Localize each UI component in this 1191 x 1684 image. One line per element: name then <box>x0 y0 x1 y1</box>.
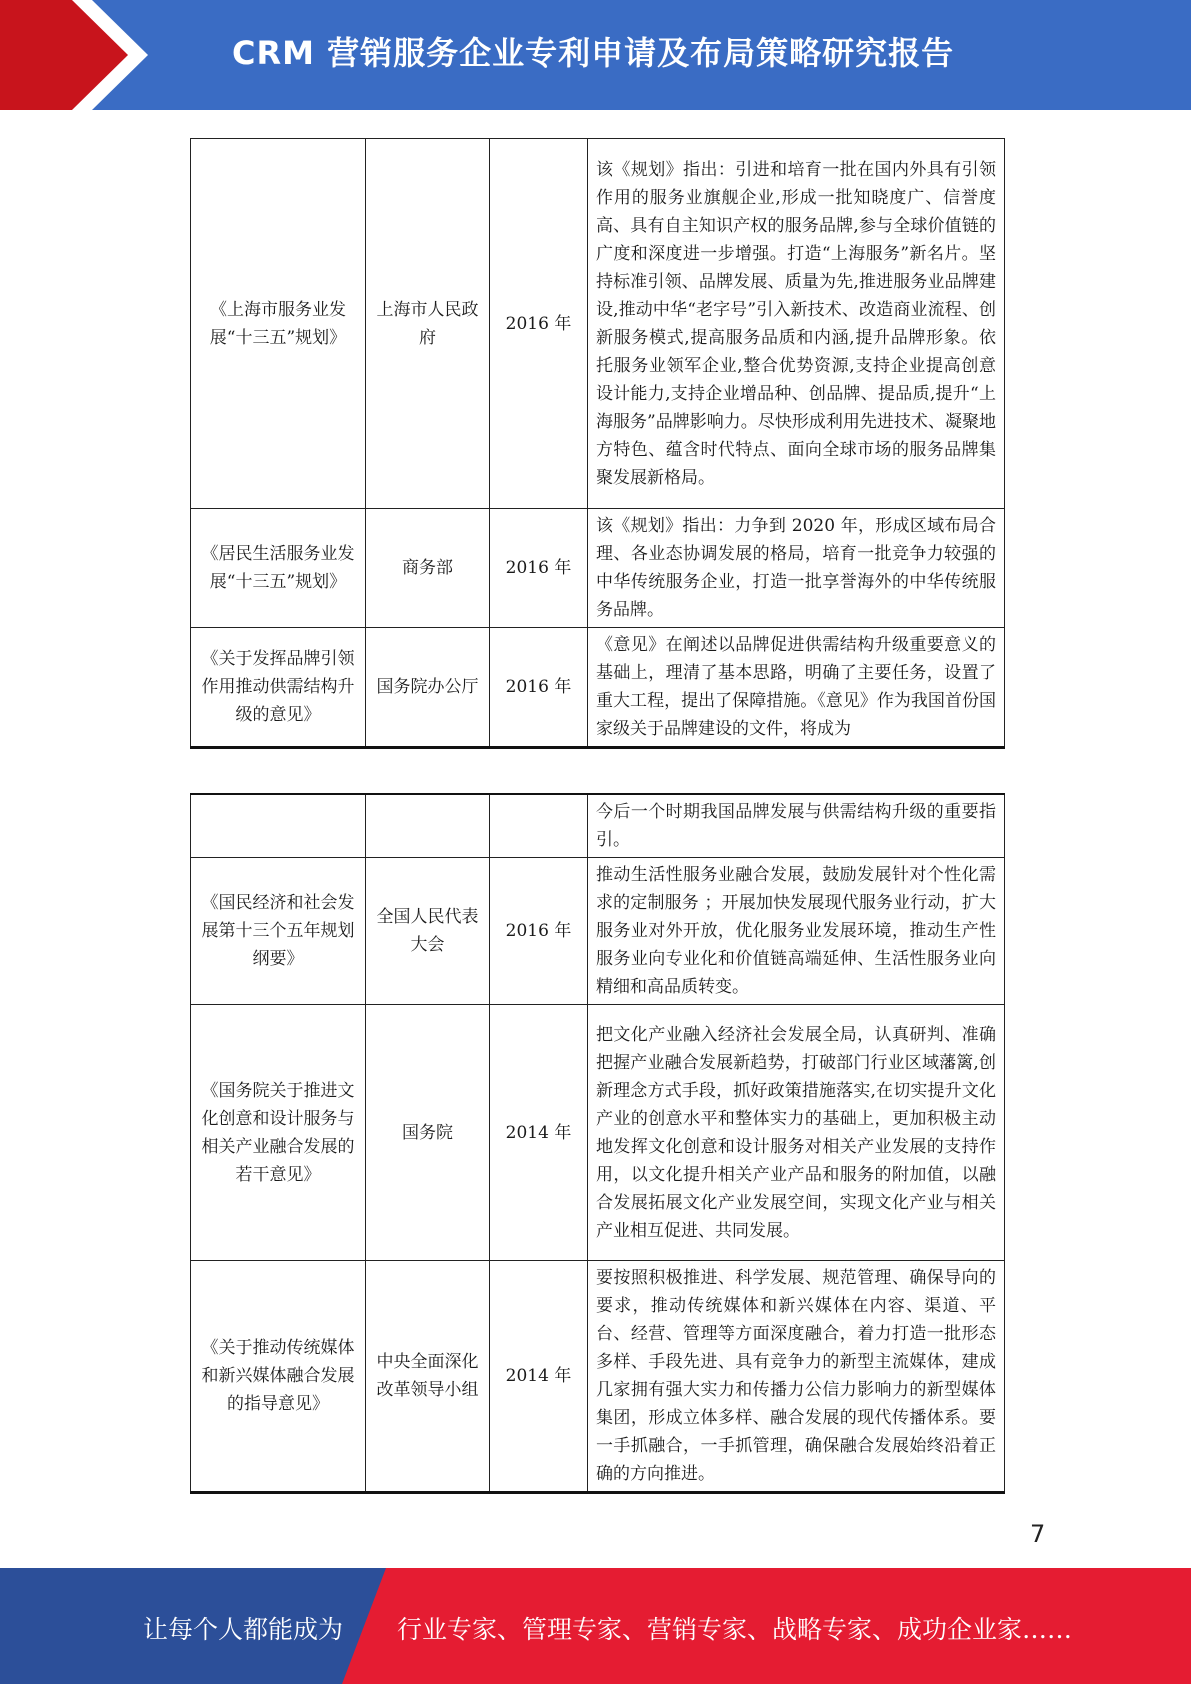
issuer-cell: 中央全面深化改革领导小组 <box>366 1261 490 1493</box>
policy-table-part1 <box>190 138 1005 749</box>
table-row <box>191 628 1005 748</box>
content-cell: 该《规划》指出：引进和培育一批在国内外具有引领作用的服务业旗舰企业,形成一批知晓度广、信誉度高、具有自主知识产权的服务品牌,参与全球价值链的广度和深度进一步增强。打造“上海服务”新名片。坚持标准引领、品牌发展、质量为先,推进服务业品牌建设,推动中华“老字号”引入新技术、改造商业流程、创新服务模式,提高服务品质和内涵,提升品牌形象。依托服务业领军企业,整合优势资源,支持企业提高创意设计能力,支持企业增品种、创品牌、提品质,提升“上海服务”品牌影响力。尽快形成利用先进技术、凝聚地方特色、蕴含时代特点、面向全球市场的服务品牌集聚发展新格局。 <box>588 139 1005 509</box>
table-row <box>191 1005 1005 1261</box>
policy-name-cell: 《上海市服务业发展“十三五”规划》 <box>191 139 366 509</box>
table-row <box>191 509 1005 628</box>
policy-name-cell: 《关于推动传统媒体和新兴媒体融合发展的指导意见》 <box>191 1261 366 1493</box>
page-header <box>0 0 1191 110</box>
policy-name-cell: 《国民经济和社会发展第十三个五年规划纲要》 <box>191 858 366 1005</box>
content-cell: 把文化产业融入经济社会发展全局，认真研判、准确把握产业融合发展新趋势，打破部门行业区域藩篱,创新理念方式手段，抓好政策措施落实,在切实提升文化产业的创意水平和整体实力的基础上，更加积极主动地发挥文化创意和设计服务对相关产业发展的支持作用，以文化提升相关产业产品和服务的附加值，以融合发展拓展文化产业发展空间，实现文化产业与相关产业相互促进、共同发展。 <box>588 1005 1005 1261</box>
table-row <box>191 1261 1005 1493</box>
table-row <box>191 794 1005 858</box>
issuer-cell: 国务院 <box>366 1005 490 1261</box>
policy-table-part2 <box>190 793 1005 1494</box>
page-footer <box>0 1568 1191 1684</box>
content-cell: 今后一个时期我国品牌发展与供需结构升级的重要指引。 <box>588 794 1005 858</box>
table-row <box>191 858 1005 1005</box>
content-cell: 该《规划》指出：力争到 2020 年，形成区域布局合理、各业态协调发展的格局，培育一批竞争力较强的中华传统服务企业，打造一批享誉海外的中华传统服务品牌。 <box>588 509 1005 628</box>
table-row <box>191 139 1005 509</box>
page-number: 7 <box>1030 1520 1046 1548</box>
footer-slogan-right: 行业专家、管理专家、营销专家、战略专家、成功企业家…… <box>397 1615 1073 1644</box>
footer-slogan-left: 让每个人都能成为 <box>143 1615 344 1644</box>
report-title: CRM 营销服务企业专利申请及布局策略研究报告 <box>232 34 955 72</box>
year-cell: 2014 年 <box>490 1261 588 1493</box>
policy-name-cell: 《关于发挥品牌引领作用推动供需结构升级的意见》 <box>191 628 366 748</box>
year-cell <box>490 794 588 858</box>
issuer-cell: 全国人民代表大会 <box>366 858 490 1005</box>
policy-name-cell: 《居民生活服务业发展“十三五”规划》 <box>191 509 366 628</box>
year-cell: 2016 年 <box>490 509 588 628</box>
year-cell: 2014 年 <box>490 1005 588 1261</box>
year-cell: 2016 年 <box>490 628 588 748</box>
content-cell: 推动生活性服务业融合发展，鼓励发展针对个性化需求的定制服务 ；开展加快发展现代服务业行动，扩大服务业对外开放，优化服务业发展环境，推动生产性服务业向专业化和价值链高端延伸、生活性服务业向精细和高品质转变。 <box>588 858 1005 1005</box>
content-cell: 《意见》在阐述以品牌促进供需结构升级重要意义的基础上，理清了基本思路，明确了主要任务，设置了重大工程，提出了保障措施。《意见》作为我国首份国家级关于品牌建设的文件，将成为 <box>588 628 1005 748</box>
year-cell: 2016 年 <box>490 858 588 1005</box>
year-cell: 2016 年 <box>490 139 588 509</box>
policy-name-cell: 《国务院关于推进文化创意和设计服务与相关产业融合发展的若干意见》 <box>191 1005 366 1261</box>
issuer-cell: 商务部 <box>366 509 490 628</box>
issuer-cell: 国务院办公厅 <box>366 628 490 748</box>
content-cell: 要按照积极推进、科学发展、规范管理、确保导向的要求，推动传统媒体和新兴媒体在内容、渠道、平台、经营、管理等方面深度融合，着力打造一批形态多样、手段先进、具有竞争力的新型主流媒体，建成几家拥有强大实力和传播力公信力影响力的新型媒体集团，形成立体多样、融合发展的现代传播体系。要一手抓融合，一手抓管理，确保融合发展始终沿着正确的方向推进。 <box>588 1261 1005 1493</box>
issuer-cell <box>366 794 490 858</box>
issuer-cell: 上海市人民政府 <box>366 139 490 509</box>
policy-name-cell <box>191 794 366 858</box>
